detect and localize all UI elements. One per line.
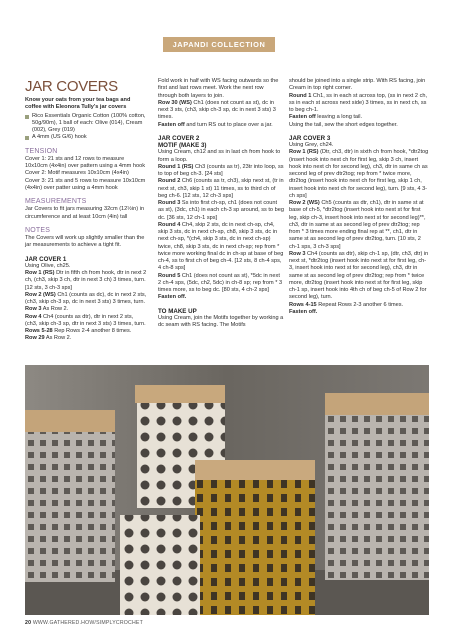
column-2 — [158, 78, 284, 329]
edging-fasten: Fasten off leaving a long tail. — [289, 114, 363, 121]
website-url: WWW.GATHERED.HOW/SIMPLYCROCHET — [32, 620, 143, 626]
motif-round-2: Round 2 Ch6 (counts as tr, ch3), skip next st, (tr in next st, ch3, skip 1 st) 11 times, ss to third ch of beg ch-6. [12 sts, 12 ch-3 sps] — [158, 178, 284, 199]
section-banner: JAPANDI COLLECTION — [163, 37, 275, 52]
jar3-row-1: Row 1 (RS) (Dtr, ch3, dtr) in sixth ch from hook, *dtr2tog (insert hook into next ch for first leg, skip 3 ch, insert hook into next ch for second leg), ch3, dtr in same ch as second leg of prev dtr2tog; rep from * twice more, dtr2tog (insert hook into next ch for first leg, skip 1 ch, insert hook into next ch for second leg), turn. [9 sts, 4 3-ch sps] — [289, 149, 429, 199]
jar-covers-illustration — [25, 365, 429, 615]
jar1-intro: Using Olive, ch25. — [25, 262, 71, 269]
jar3-row-3: Row 3 Ch4 (counts as dtr), skip ch-1 sp, (dtr, ch3, dtr) in next st, *dtr2tog (insert hook into next st for first leg, ch-3, insert hook into next st for second leg), ch3, dtr in same st as second leg of prev dtr2tog; rep from * twice more, dtr2tog (insert hook into next st for first leg, skip ch-1 sp, insert hook into 4th ch of beg ch-5 of Row 2 for second leg), turn. — [289, 250, 429, 301]
motif-round-3: Round 3 Ss into first ch-sp, ch1 (does not count as st), (3dc, ch1) in each ch-3 sp around, ss to beg dc. [36 sts, 12 ch-1 sps] — [158, 200, 284, 221]
edging-round-1: Round 1 Ch1, ss in each st across top, (ss in next 2 ch, ss in each st across next side) 3 times, ss in next ch, ss to beg ch-1. — [289, 92, 428, 113]
jar1-row-1: Row 1 (RS) Dtr in fifth ch from hook, dtr in next 2 ch, (ch3, skip 3 ch, dtr in next 3 ch) 3 times, turn. [12 sts, 3 ch-3 sps] — [25, 270, 147, 291]
materials-bullet-2: A 4mm (US G/6) hook — [25, 134, 147, 141]
make-up-text: Using Cream, join the Motifs together by working a dc seam with RS facing. The Motifs — [158, 314, 284, 328]
jar-cover-3-heading: JAR COVER 3 — [289, 134, 331, 142]
motif-round-1: Round 1 (RS) Ch3 (counts as tr), 23tr into loop, ss to top of beg ch-3. [24 sts] — [158, 163, 284, 177]
tension-text: Cover 1: 21 sts and 12 rows to measure 10x10cm (4x4in) over pattern using a 4mm hook Cover 2: Motif measures 10x10cm (4x4in) Cover 3: 21 sts and 5 rows to measure 10x10cm (4x4in) over patter using a 4mm hook — [25, 155, 146, 191]
make-up-heading: TO MAKE UP — [158, 307, 197, 315]
materials-bullet-1: Rico Essentials Organic Cotton (100% cotton, 50g/90m), 1 ball of each: Olive (014), Cream (002), Grey (019) — [25, 113, 147, 135]
jar1-row-3: Row 3 As Row 2. — [25, 306, 69, 313]
jar-cover-2-heading: JAR COVER 2 — [158, 134, 200, 142]
jar3-intro: Using Grey, ch24. — [289, 142, 334, 148]
jar3-fasten: Fasten off. — [289, 308, 318, 315]
notes-text: The Covers will work up slightly smaller than the jar measurements to achieve a tight fit. — [25, 235, 145, 249]
column-1 — [25, 78, 147, 343]
jar1-fasten: Fasten off and turn RS out to place over a jar. — [158, 121, 273, 128]
notes-heading: NOTES — [25, 226, 51, 234]
motif-round-5: Round 5 Ch1 (does not count as st), *5dc in next 2 ch-4 sps, (5dc, ch2, 5dc) in ch-8 sp; rep from * 3 times more, ss to beg dc. [80 sts, 4 ch-2 sps] — [158, 272, 283, 293]
jar3-row-2: Row 2 (WS) Ch5 (counts as dtr, ch1), dtr in same st at base of ch-5, *dtr2tog (insert hook into next st for first leg, skip ch-3, insert hook into next st for second leg)**, ch3, dtr in same st as second leg of prev dtr2tog; rep from * 3 times more ending final rep at **, ch1, dtr in same st as second leg of prev dtr2tog, turn. [10 sts, 2 ch-1 sps, 3 ch-3 sps] — [289, 200, 426, 250]
column-3 — [289, 78, 429, 316]
motif-intro: Using Cream, ch12 and ss in last ch from hook to form a loop. — [158, 149, 281, 163]
intro-text: Know your oats from your tea bags and coffee with Eleonora Tully's jar covers — [25, 97, 131, 111]
sew-text: Using the tail, sew the short edges together. — [289, 121, 398, 128]
jar1-row-4: Row 4 Ch4 (counts as dtr), dtr in next 2 sts, (ch3, skip ch-3 sp, dtr in next 3 sts) 3 times, turn. — [25, 313, 146, 327]
jar1-join-text: Fold work in half with WS facing outwards so the first and last rows meet. Work the next row through both layers to join. — [158, 78, 279, 99]
jar3-rows-4-15: Rows 4-15 Repeat Rows 2-3 another 6 times. — [289, 301, 404, 308]
page-number: 20 — [25, 620, 32, 626]
tension-heading: TENSION — [25, 147, 58, 155]
jar-covers-photo — [25, 365, 429, 615]
jar1-row-30: Row 30 (WS) Ch1 (does not count as st), dc in next 3 sts, (ch3, skip ch-3 sp, dc in next 3 sts) 3 times. — [158, 99, 276, 121]
measurements-heading: MEASUREMENTS — [25, 198, 87, 205]
jar1-row-29: Row 29 As Row 2. — [25, 335, 72, 342]
make-up-continued: should be joined into a single strip. With RS facing, join Cream in top right corner. — [289, 78, 426, 92]
article-title: JAR COVERS — [25, 78, 118, 95]
motif-heading: MOTIF (MAKE 3) — [158, 142, 207, 149]
jar1-rows-5-28: Rows 5-28 Rep Rows 2-4 another 8 times. — [25, 328, 132, 334]
jar1-row-2: Row 2 (WS) Ch1 (counts as dc), dc in next 2 sts, (ch3, skip ch-3 sp, dc in next 3 sts) 3 times, turn. — [25, 291, 147, 305]
jar-cover-1-heading: JAR COVER 1 — [25, 255, 67, 263]
measurements-text: Jar Covers to fit jars measuring 32cm (12½in) in circumference and at least 10cm (4in) tall — [25, 206, 145, 220]
motif-round-4: Round 4 Ch4, skip 2 sts, dc in next ch-sp, ch4, skip 3 sts, dc in next ch-sp, ch8, skip 3 sts, dc in next ch-sp, *(ch4, skip 3 sts, dc in next ch-sp) twice, ch8, skip 3 sts, dc in next ch-sp; rep from * twice more working final dc in ch-sp at base of beg ch-4, ss to first ch of beg ch-4. [12 sts, 8 ch-4 sps, 4 ch-8 sps] — [158, 221, 284, 272]
page-footer — [25, 620, 143, 626]
motif-fasten: Fasten off. — [158, 294, 187, 301]
